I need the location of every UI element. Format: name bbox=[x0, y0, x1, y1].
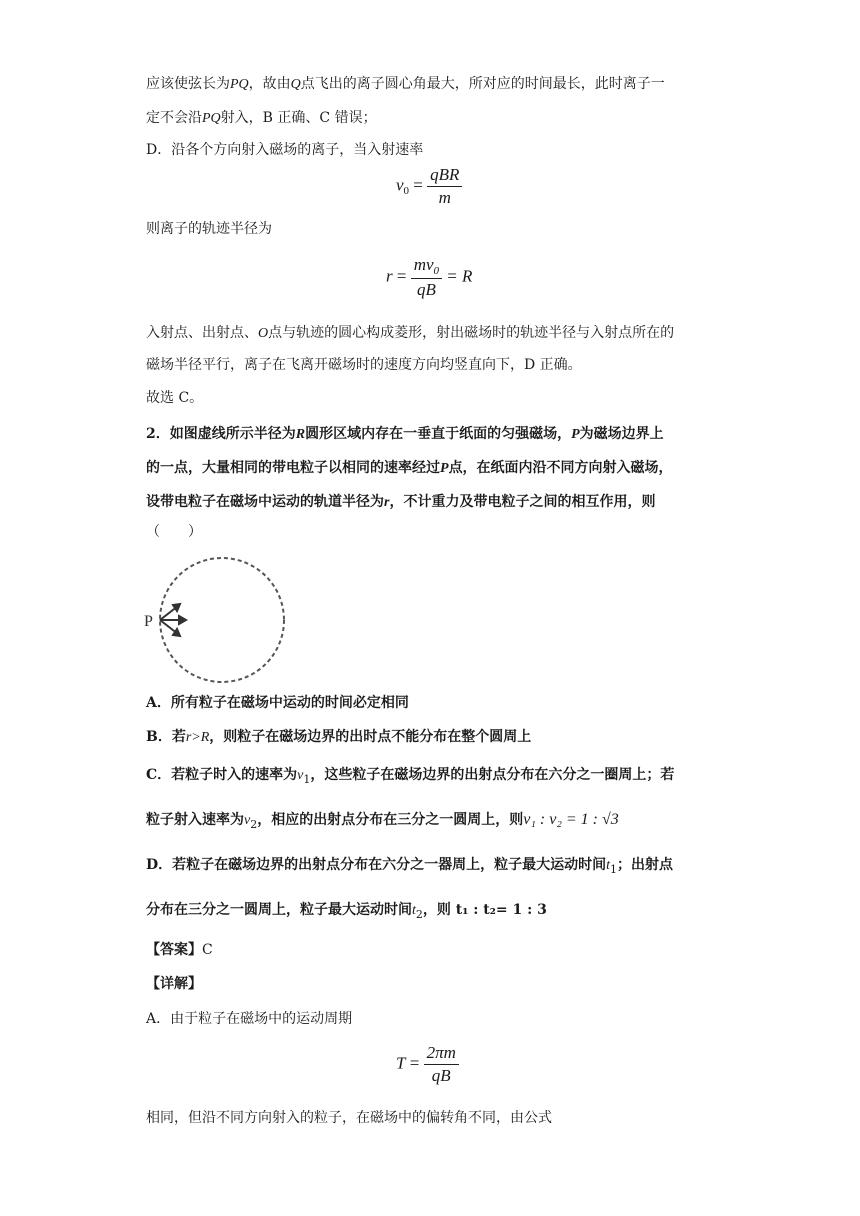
symbol-PQ: PQ bbox=[202, 111, 221, 126]
magnetic-field-figure bbox=[140, 548, 300, 698]
option-D-line-1 bbox=[146, 855, 673, 876]
eq-sign: = bbox=[409, 1053, 420, 1073]
question-line-3 bbox=[146, 492, 655, 513]
equation-period bbox=[396, 1042, 459, 1087]
symbol-t: t bbox=[606, 858, 611, 873]
denominator: qB bbox=[431, 1066, 451, 1085]
eq-sub: 0 bbox=[403, 185, 410, 198]
symbol-PQ: PQ bbox=[230, 77, 249, 92]
numerator: qBR bbox=[427, 164, 462, 187]
paragraph-line-4: 则离子的轨迹半径为 bbox=[146, 221, 272, 237]
option-C-line-1 bbox=[146, 765, 674, 786]
detail-label: 【详解】 bbox=[146, 976, 202, 992]
option-D-line-2 bbox=[146, 900, 547, 921]
text: 如图虚线所示半径为 bbox=[169, 426, 296, 442]
detail-line-1: A．由于粒子在磁场中的运动周期 bbox=[146, 1011, 353, 1027]
text: 分布在三分之一圆周上，粒子最大运动时间 bbox=[146, 902, 412, 918]
text: 圆形区域内存在一垂直于纸面的匀强磁场， bbox=[305, 426, 572, 442]
detail-line-2: 相同，但沿不同方向射入的粒子，在磁场中的偏转角不同，由公式 bbox=[146, 1110, 552, 1126]
answer-label: 【答案】 bbox=[146, 942, 202, 958]
text: 入射点、出射点、 bbox=[146, 325, 258, 341]
condition: r>R bbox=[185, 730, 210, 745]
text: D．若粒子在磁场边界的出射点分布在六分之一器周上，粒子最大运动时间 bbox=[146, 857, 607, 873]
subscript: 2 bbox=[415, 908, 423, 921]
paragraph-line-7: 故选 C。 bbox=[146, 390, 204, 406]
paragraph-line-1 bbox=[146, 74, 665, 95]
subscript: 2 bbox=[250, 818, 258, 831]
text: C．若粒子时入的速率为 bbox=[146, 767, 298, 783]
fraction bbox=[427, 164, 462, 209]
particle-arrows bbox=[160, 604, 186, 636]
equation-v0 bbox=[396, 164, 462, 209]
option-B bbox=[146, 727, 531, 748]
text: 点，在纸面内沿不同方向射入磁场， bbox=[448, 460, 673, 476]
text: 设带电粒子在磁场中运动的轨道半径为 bbox=[146, 494, 384, 510]
paragraph-line-5 bbox=[146, 323, 674, 344]
symbol-Q: Q bbox=[290, 77, 301, 92]
symbol-P: P bbox=[571, 427, 580, 442]
symbol-v: v bbox=[297, 768, 304, 783]
answer-value: C bbox=[202, 942, 213, 958]
eq-lhs: T bbox=[396, 1053, 406, 1073]
text: 粒子射入速率为 bbox=[146, 812, 244, 828]
text: 应该使弦长为 bbox=[146, 76, 230, 92]
eq-sign: = bbox=[396, 266, 407, 286]
eq-lhs: v bbox=[396, 175, 404, 195]
text: 点与轨迹的圆心构成菱形，射出磁场时的轨迹半径与入射点所在的 bbox=[268, 325, 675, 341]
equation-radius bbox=[386, 254, 472, 301]
text: ，不计重力及带电粒子之间的相互作用，则 bbox=[389, 494, 656, 510]
text: ，故由 bbox=[248, 76, 291, 92]
paragraph-line-2 bbox=[146, 108, 377, 129]
point-P-label: P bbox=[144, 613, 153, 630]
symbol-R: R bbox=[295, 427, 306, 442]
fraction bbox=[411, 254, 442, 301]
fraction bbox=[424, 1042, 459, 1087]
text: ，这些粒子在磁场边界的出射点分布在六分之一圈周上；若 bbox=[310, 767, 675, 783]
option-A: A．所有粒子在磁场中运动的时间必定相同 bbox=[146, 695, 409, 711]
option-C-line-2 bbox=[146, 810, 619, 831]
denominator: qB bbox=[416, 280, 436, 299]
text: 射入，B 正确、C 错误； bbox=[220, 110, 377, 126]
text: 点飞出的离子圆心角最大，所对应的时间最长，此时离子一 bbox=[300, 76, 665, 92]
numerator-sub: 0 bbox=[433, 265, 440, 277]
text: ，则粒子在磁场边界的出时点不能分布在整个圆周上 bbox=[209, 729, 532, 745]
text: ；出射点 bbox=[617, 857, 674, 873]
symbol-t: t bbox=[412, 903, 416, 918]
time-ratio: ，则 t₁ : t₂= 1 : 3 bbox=[422, 902, 547, 918]
numerator bbox=[411, 254, 442, 279]
symbol-O: O bbox=[258, 326, 269, 341]
symbol-P: P bbox=[440, 461, 449, 476]
question-line-2 bbox=[146, 458, 673, 479]
text: ，相应的出射点分布在三分之一圆周上，则 bbox=[257, 812, 524, 828]
question-line-1 bbox=[146, 424, 664, 445]
symbol-r: r bbox=[384, 495, 390, 510]
question-number: 2． bbox=[146, 426, 170, 442]
text: 的一点，大量相同的带电粒子以相同的速率经过 bbox=[146, 460, 440, 476]
question-paren: （ ） bbox=[146, 524, 202, 540]
text: B．若 bbox=[146, 729, 186, 745]
eq-sign: = bbox=[413, 175, 423, 195]
numerator-text: mv bbox=[413, 255, 434, 274]
answer-line bbox=[146, 940, 213, 960]
numerator: 2πm bbox=[424, 1042, 459, 1065]
subscript: 1 bbox=[303, 773, 311, 786]
eq-lhs: r bbox=[386, 266, 393, 286]
symbol-v: v bbox=[244, 813, 251, 828]
velocity-ratio: v₁ : v₂ = 1 : √3 bbox=[523, 811, 619, 828]
paragraph-line-6: 磁场半径平行，离子在飞离开磁场时的速度方向均竖直向下，D 正确。 bbox=[146, 357, 582, 373]
subscript: 1 bbox=[610, 863, 618, 876]
denominator: m bbox=[438, 188, 451, 207]
paragraph-line-3: D．沿各个方向射入磁场的离子，当入射速率 bbox=[146, 142, 424, 158]
text: 为磁场边界上 bbox=[579, 426, 664, 442]
text: 定不会沿 bbox=[146, 110, 202, 126]
eq-rhs: = R bbox=[446, 266, 473, 286]
